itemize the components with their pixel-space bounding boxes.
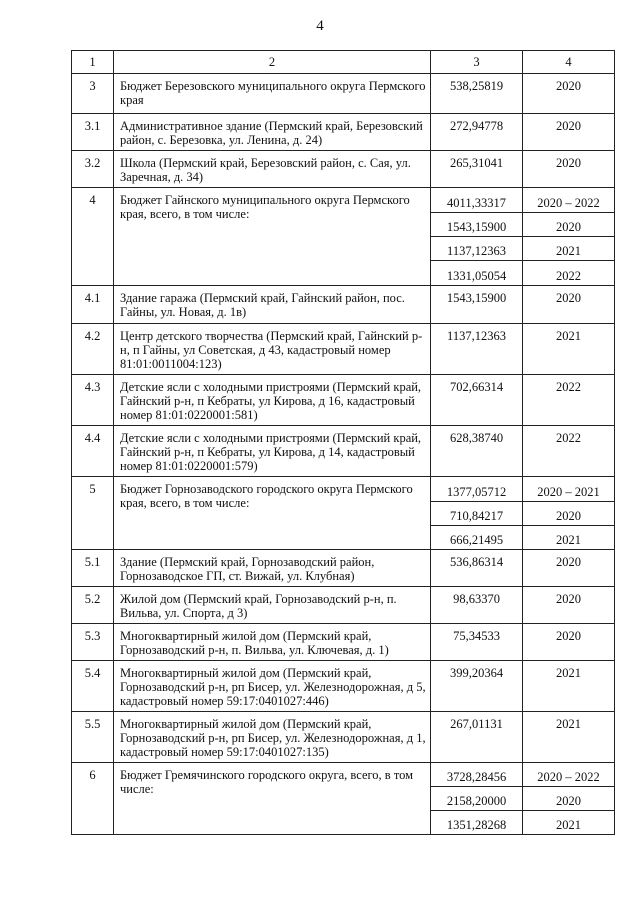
row-year: 2020 [523,587,615,624]
row-year: 2020 [523,74,615,114]
row-year: 2022 [523,261,615,286]
row-name: Жилой дом (Пермский край, Горнозаводский р-н, п. Вильва, ул. Спорта, д 3) [114,587,431,624]
row-number: 4.4 [72,426,114,477]
row-name: Детские ясли с холодными пристроями (Пермский край, Гайнский р-н, п Кебраты, ул Кирова, д 14, кадастровый номер 81:01:0220001:579) [114,426,431,477]
row-amount: 710,84217 [431,502,523,526]
table-row [72,151,615,188]
table-row [72,763,615,787]
row-year: 2020 – 2022 [523,188,615,213]
row-number: 3 [72,74,114,114]
row-name: Бюджет Гремячинского городского округа, всего, в том числе: [114,763,431,835]
row-number: 5.2 [72,587,114,624]
row-amount: 538,25819 [431,74,523,114]
row-year: 2020 [523,286,615,324]
row-number: 4 [72,188,114,286]
row-year: 2021 [523,324,615,375]
row-amount: 1137,12363 [431,324,523,375]
row-year: 2020 [523,550,615,587]
table-row [72,712,615,763]
header-cell: 3 [431,51,523,74]
row-amount: 1377,05712 [431,477,523,502]
row-amount: 702,66314 [431,375,523,426]
row-amount: 399,20364 [431,661,523,712]
row-amount: 98,63370 [431,587,523,624]
row-year: 2021 [523,661,615,712]
row-number: 4.3 [72,375,114,426]
row-name: Бюджет Гайнского муниципального округа Пермского края, всего, в том числе: [114,188,431,286]
row-name: Многоквартирный жилой дом (Пермский край, Горнозаводский р-н, рп Бисер, ул. Железнодорожная, д 5, кадастровый номер 59:17:0401027:446) [114,661,431,712]
table-row [72,188,615,213]
row-number: 5.3 [72,624,114,661]
table-row [72,624,615,661]
row-amount: 628,38740 [431,426,523,477]
table-row [72,477,615,502]
row-year: 2020 [523,151,615,188]
row-amount: 536,86314 [431,550,523,587]
row-name: Многоквартирный жилой дом (Пермский край, Горнозаводский р-н, рп Бисер, ул. Железнодорожная, д 1, кадастровый номер 59:17:0401027:135) [114,712,431,763]
row-year: 2020 – 2022 [523,763,615,787]
table-row [72,114,615,151]
row-year: 2022 [523,426,615,477]
row-year: 2020 [523,213,615,237]
row-amount: 666,21495 [431,526,523,550]
budget-table [71,50,615,835]
row-year: 2021 [523,237,615,261]
row-number: 6 [72,763,114,835]
row-amount: 75,34533 [431,624,523,661]
table-row [72,286,615,324]
row-name: Административное здание (Пермский край, Березовский район, с. Березовка, ул. Ленина, д. 24) [114,114,431,151]
row-year: 2021 [523,712,615,763]
row-name: Здание (Пермский край, Горнозаводский район, Горнозаводское ГП, ст. Вижай, ул. Клубная) [114,550,431,587]
row-name: Школа (Пермский край, Березовский район, с. Сая, ул. Заречная, д. 34) [114,151,431,188]
row-name: Здание гаража (Пермский край, Гайнский район, пос. Гайны, ул. Новая, д. 1в) [114,286,431,324]
row-year: 2020 [523,114,615,151]
table-row [72,661,615,712]
row-year: 2022 [523,375,615,426]
row-number: 3.1 [72,114,114,151]
table-row [72,324,615,375]
header-cell: 2 [114,51,431,74]
row-name: Центр детского творчества (Пермский край, Гайнский р-н, п Гайны, ул Советская, д 43, кадастровый номер 81:01:0011004:123) [114,324,431,375]
row-name: Бюджет Березовского муниципального округа Пермского края [114,74,431,114]
row-number: 5.4 [72,661,114,712]
row-name: Детские ясли с холодными пристроями (Пермский край, Гайнский р-н, п Кебраты, ул Кирова, д 16, кадастровый номер 81:01:0220001:581) [114,375,431,426]
row-year: 2020 [523,502,615,526]
row-amount: 265,31041 [431,151,523,188]
row-amount: 1137,12363 [431,237,523,261]
row-year: 2021 [523,526,615,550]
row-name: Многоквартирный жилой дом (Пермский край, Горнозаводский р-н, п. Вильва, ул. Ключевая, д. 1) [114,624,431,661]
page-number: 4 [316,18,324,34]
table-row [72,550,615,587]
row-amount: 2158,20000 [431,787,523,811]
row-year: 2020 [523,624,615,661]
row-amount: 1331,05054 [431,261,523,286]
row-year: 2021 [523,811,615,835]
table-row [72,375,615,426]
row-number: 5.5 [72,712,114,763]
table-row [72,74,615,114]
row-number: 4.1 [72,286,114,324]
row-year: 2020 – 2021 [523,477,615,502]
row-year: 2020 [523,787,615,811]
header-cell: 1 [72,51,114,74]
header-cell: 4 [523,51,615,74]
table-row [72,587,615,624]
row-amount: 267,01131 [431,712,523,763]
row-amount: 272,94778 [431,114,523,151]
row-amount: 1543,15900 [431,213,523,237]
row-number: 3.2 [72,151,114,188]
row-amount: 1543,15900 [431,286,523,324]
row-number: 4.2 [72,324,114,375]
row-number: 5 [72,477,114,550]
row-amount: 4011,33317 [431,188,523,213]
table-header-row [72,51,615,74]
row-name: Бюджет Горнозаводского городского округа Пермского края, всего, в том числе: [114,477,431,550]
row-amount: 1351,28268 [431,811,523,835]
table-row [72,426,615,477]
row-number: 5.1 [72,550,114,587]
row-amount: 3728,28456 [431,763,523,787]
